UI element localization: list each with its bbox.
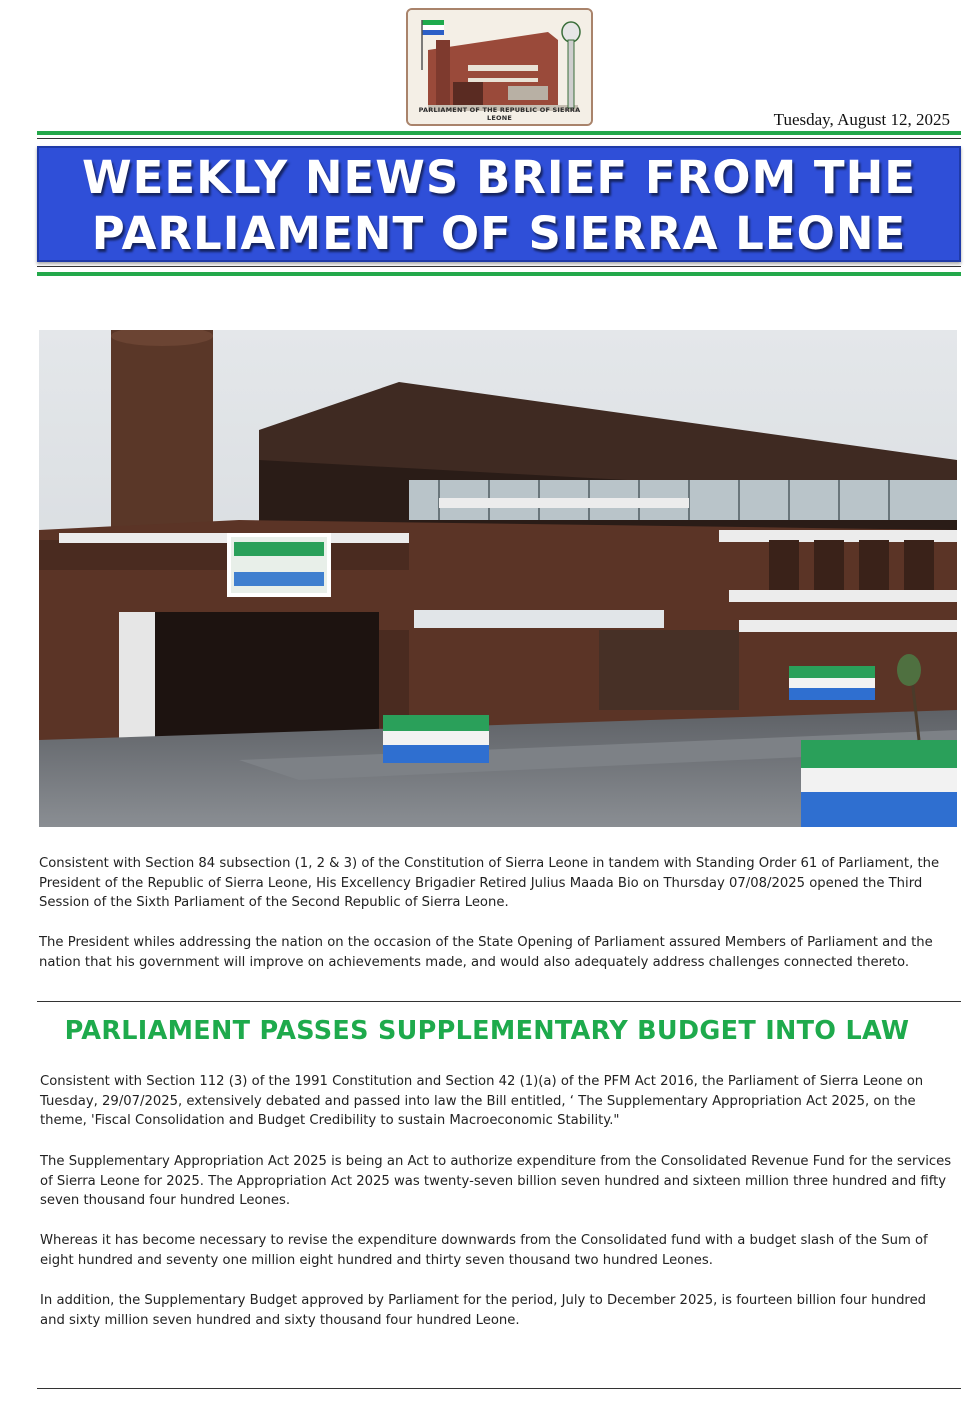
section-divider [37,1001,961,1002]
building-image [39,330,957,827]
banner-title-line-2: PARLIAMENT OF SIERRA LEONE [91,207,907,260]
logo-caption: PARLIAMENT OF THE REPUBLIC OF SIERRA LEONE [418,106,581,122]
banner-title [39,148,959,262]
top-thin-rule [37,138,961,139]
article-paragraph-4: In addition, the Supplementary Budget approved by Parliament for the period, July to December 2025, is fourteen billion four hundred and sixty million seven hundred and sixty thousand four hundred Leone. [40,1293,927,1328]
parliament-logo [406,8,593,126]
banner-title-line-1: WEEKLY NEWS BRIEF FROM THE [81,151,917,204]
bottom-green-rule [37,272,961,276]
intro-paragraph-2: The President whiles addressing the nation on the occasion of the State Opening of Parliament assured Members of Parliament and the nation that his government will improve on achievements made, and would also adequately address challenges connected thereto. [39,935,933,970]
bottom-thin-rule [37,266,961,267]
top-green-rule [37,131,961,135]
article-paragraph-1: Consistent with Section 112 (3) of the 1991 Constitution and Section 42 (1)(a) of the PFM Act 2016, the Parliament of Sierra Leone on Tuesday, 29/07/2025, extensively debated and passed into law the Bill entitled, ‘ The Supplementary Appropriation Act 2025, on the theme, 'Fiscal Consolidation and Budget Credibility to sustain Macroeconomic Stability." [40,1074,924,1128]
article-paragraph-2: The Supplementary Appropriation Act 2025 is being an Act to authorize expenditure from the Consolidated Revenue Fund for the services of Sierra Leone for 2025. The Appropriation Act 2025 was twenty-seven billion seven hundred and sixteen million three hundred and fifty seven thousand four hundred Leones. [40,1154,952,1208]
intro-paragraph-1: Consistent with Section 84 subsection (1, 2 & 3) of the Constitution of Sierra Leone in tandem with Standing Order 61 of Parliament, the President of the Republic of Sierra Leone, His Excellency Brigadier Retired Julius Maada Bio on Thursday 07/08/2025 opened the Third Session of the Sixth Parliament of the Second Republic of Sierra Leone. [39,856,940,910]
parliament-building-photo [39,330,957,827]
footer-rule [37,1388,961,1389]
issue-date: Tuesday, August 12, 2025 [773,110,950,129]
title-banner [37,146,961,262]
article-paragraph-3: Whereas it has become necessary to revise the expenditure downwards from the Consolidated fund with a budget slash of the Sum of eight hundred and seventy one million eight hundred and thirty seven thousand two hundred Leones. [40,1233,928,1268]
article-headline: PARLIAMENT PASSES SUPPLEMENTARY BUDGET INTO LAW [64,1016,910,1046]
